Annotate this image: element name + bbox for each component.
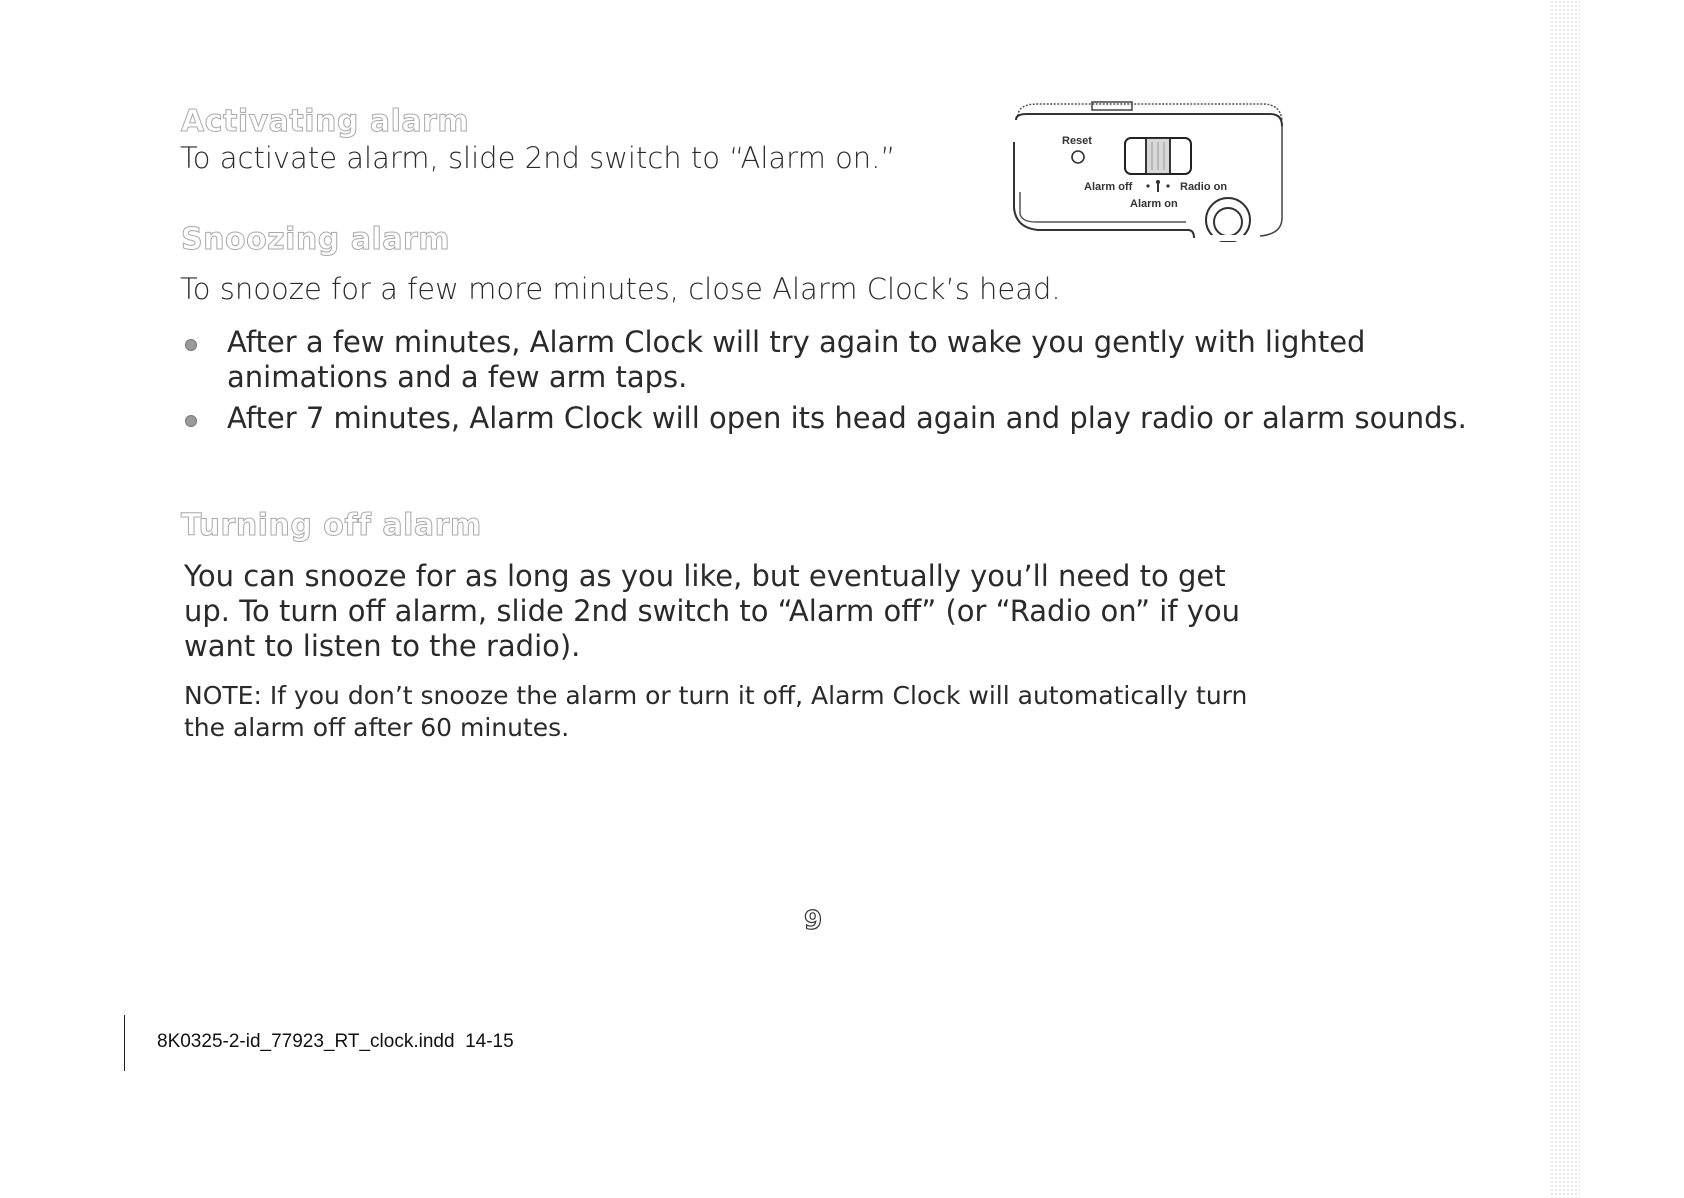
heading-turning-off-alarm: Turning off alarm xyxy=(181,508,482,543)
heading-snoozing-alarm: Snoozing alarm xyxy=(181,222,451,257)
snoozing-alarm-text: To snooze for a few more minutes, close Alarm Clock’s head. xyxy=(180,272,1061,306)
list-item xyxy=(181,325,1471,395)
radio-on-label: Radio on xyxy=(1180,181,1228,193)
alarm-switch-illustration xyxy=(1008,98,1290,242)
bullet-icon xyxy=(185,339,197,351)
list-item xyxy=(181,401,1471,436)
slug-pages: 14-15 xyxy=(465,1031,514,1052)
page-number: 9 xyxy=(804,906,823,936)
turning-off-alarm-text: You can snooze for as long as you like, but eventually you’ll need to get up. To turn off alarm, slide 2nd switch to “Alarm off” (or “Radio on” if you want to listen to the radio). xyxy=(184,559,1241,663)
reset-label: Reset xyxy=(1062,135,1092,147)
dial-knob-icon xyxy=(1206,198,1250,242)
bullet-text: After a few minutes, Alarm Clock will try again to wake you gently with lighted animations and a few arm taps. xyxy=(227,325,1366,394)
activating-alarm-text: To activate alarm, slide 2nd switch to “Alarm on.” xyxy=(180,141,896,175)
note-text: NOTE: If you don’t snooze the alarm or turn it off, Alarm Clock will automatically turn the alarm off after 60 minutes. xyxy=(184,681,1248,742)
slug-rule xyxy=(124,1015,125,1071)
heading-activating-alarm: Activating alarm xyxy=(181,104,470,139)
bullet-text: After 7 minutes, Alarm Clock will open its head again and play radio or alarm sounds. xyxy=(227,401,1467,435)
bullet-icon xyxy=(185,415,197,427)
alarm-on-label: Alarm on xyxy=(1130,198,1178,210)
snooze-bullet-list xyxy=(181,325,1471,436)
mode-slide-switch-icon xyxy=(1125,138,1191,174)
slug-file: 8K0325-2-id_77923_RT_clock.indd xyxy=(157,1031,455,1052)
reset-button-icon xyxy=(1072,151,1084,163)
slug-filename xyxy=(157,1031,514,1053)
alarm-off-label: Alarm off xyxy=(1084,181,1133,193)
scan-edge-texture xyxy=(1550,0,1580,1198)
